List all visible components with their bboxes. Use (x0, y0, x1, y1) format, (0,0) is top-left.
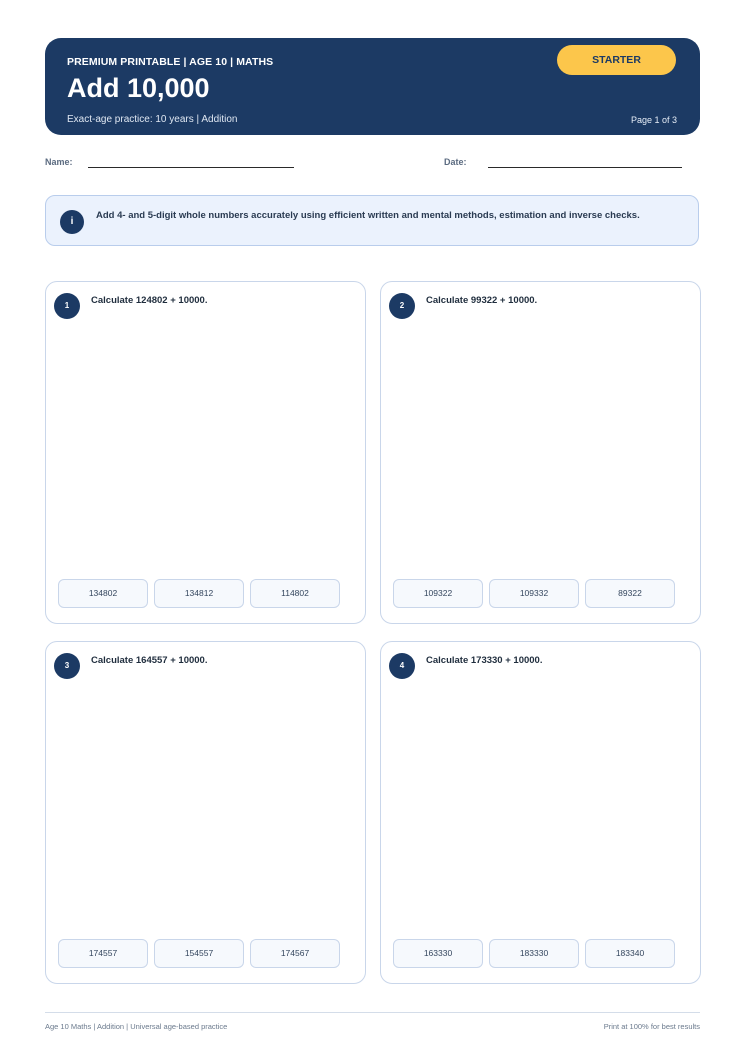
answer-option[interactable]: 109322 (393, 579, 483, 608)
page-title: Add 10,000 (67, 73, 210, 103)
info-icon: i (60, 210, 84, 234)
date-label: Date: (444, 157, 467, 167)
answer-option[interactable]: 174567 (250, 939, 340, 968)
worksheet-header (45, 38, 700, 135)
learning-objective-text: Add 4- and 5-digit whole numbers accurately using efficient written and mental methods, estimation and inverse checks. (96, 210, 640, 221)
question-number: 4 (389, 653, 415, 679)
answer-option[interactable]: 183330 (489, 939, 579, 968)
answer-option[interactable]: 174557 (58, 939, 148, 968)
answer-option[interactable]: 134812 (154, 579, 244, 608)
header-subtitle: Exact-age practice: 10 years | Addition (67, 114, 238, 125)
question-card (380, 281, 701, 624)
question-text: Calculate 124802 + 10000. (91, 295, 208, 306)
question-text: Calculate 99322 + 10000. (426, 295, 538, 306)
answer-option[interactable]: 154557 (154, 939, 244, 968)
question-text: Calculate 164557 + 10000. (91, 655, 208, 666)
answer-option[interactable]: 183340 (585, 939, 675, 968)
footer-info: Age 10 Maths | Addition | Universal age-based practice (45, 1022, 228, 1031)
answer-option[interactable]: 109332 (489, 579, 579, 608)
question-card (45, 281, 366, 624)
page-number: Page 1 of 3 (630, 115, 677, 125)
name-line[interactable] (88, 167, 294, 168)
name-label: Name: (45, 157, 73, 167)
header-kicker: PREMIUM PRINTABLE | AGE 10 | MATHS (67, 56, 274, 68)
footer-divider (45, 1012, 700, 1013)
print-note: Print at 100% for best results (603, 1022, 700, 1031)
question-card (45, 641, 366, 984)
date-line[interactable] (488, 167, 682, 168)
answer-option[interactable]: 163330 (393, 939, 483, 968)
question-number: 2 (389, 293, 415, 319)
learning-objective-box (45, 195, 699, 246)
answer-option[interactable]: 89322 (585, 579, 675, 608)
question-card (380, 641, 701, 984)
answer-option[interactable]: 134802 (58, 579, 148, 608)
question-number: 1 (54, 293, 80, 319)
question-number: 3 (54, 653, 80, 679)
level-badge: STARTER (557, 45, 676, 75)
question-text: Calculate 173330 + 10000. (426, 655, 543, 666)
answer-option[interactable]: 114802 (250, 579, 340, 608)
